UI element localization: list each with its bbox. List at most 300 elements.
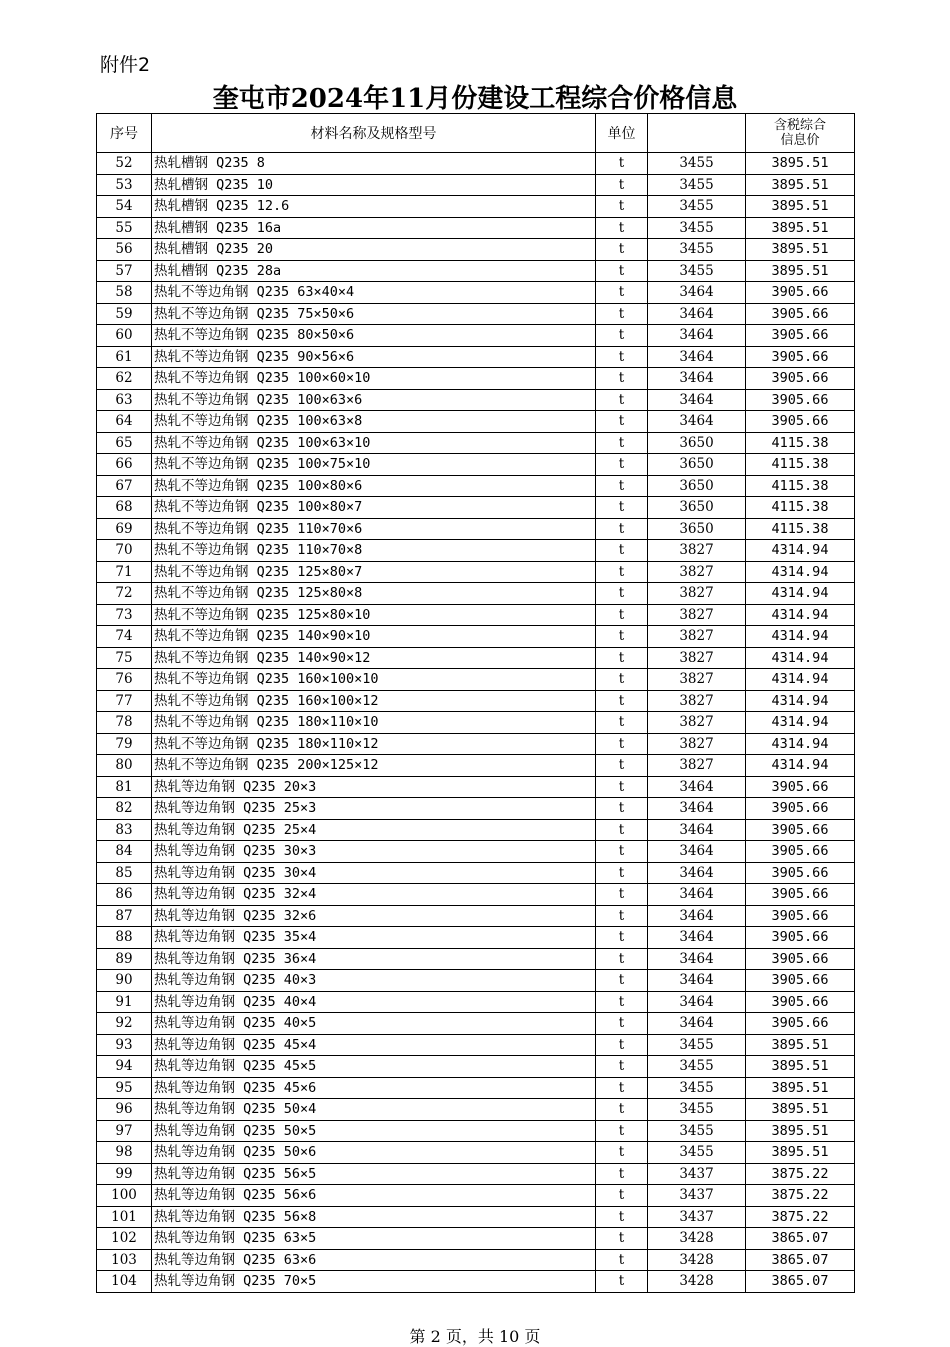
cell-tax-price: 3865.07: [746, 1228, 855, 1250]
cell-unit: t: [596, 1185, 648, 1207]
table-row: [97, 1142, 855, 1164]
cell-no: 64: [97, 411, 152, 433]
cell-base-price: 3437: [648, 1206, 746, 1228]
cell-material-name: 热轧等边角钢 Q235 36×4: [152, 948, 596, 970]
cell-base-price: 3827: [648, 626, 746, 648]
table-header-row: [97, 114, 855, 153]
cell-no: 93: [97, 1034, 152, 1056]
cell-no: 66: [97, 454, 152, 476]
table-row: [97, 948, 855, 970]
cell-base-price: 3464: [648, 411, 746, 433]
cell-unit: t: [596, 862, 648, 884]
cell-base-price: 3464: [648, 991, 746, 1013]
cell-tax-price: 3905.66: [746, 948, 855, 970]
cell-no: 86: [97, 884, 152, 906]
cell-unit: t: [596, 303, 648, 325]
cell-material-name: 热轧不等边角钢 Q235 100×63×10: [152, 432, 596, 454]
cell-material-name: 热轧槽钢 Q235 28a: [152, 260, 596, 282]
cell-unit: t: [596, 927, 648, 949]
cell-base-price: 3464: [648, 927, 746, 949]
cell-no: 99: [97, 1163, 152, 1185]
cell-unit: t: [596, 540, 648, 562]
cell-no: 89: [97, 948, 152, 970]
table-row: [97, 776, 855, 798]
table-row: [97, 841, 855, 863]
cell-base-price: 3455: [648, 217, 746, 239]
cell-tax-price: 3905.66: [746, 798, 855, 820]
cell-base-price: 3464: [648, 389, 746, 411]
cell-tax-price: 3905.66: [746, 970, 855, 992]
cell-material-name: 热轧不等边角钢 Q235 100×63×6: [152, 389, 596, 411]
cell-no: 83: [97, 819, 152, 841]
cell-unit: t: [596, 475, 648, 497]
cell-material-name: 热轧不等边角钢 Q235 100×60×10: [152, 368, 596, 390]
cell-material-name: 热轧不等边角钢 Q235 100×80×7: [152, 497, 596, 519]
cell-base-price: 3650: [648, 454, 746, 476]
cell-unit: t: [596, 1206, 648, 1228]
cell-tax-price: 4115.38: [746, 497, 855, 519]
table-row: [97, 905, 855, 927]
cell-material-name: 热轧不等边角钢 Q235 160×100×10: [152, 669, 596, 691]
cell-unit: t: [596, 669, 648, 691]
cell-tax-price: 3905.66: [746, 905, 855, 927]
cell-tax-price: 3905.66: [746, 1013, 855, 1035]
cell-unit: t: [596, 1077, 648, 1099]
cell-base-price: 3464: [648, 905, 746, 927]
cell-tax-price: 3875.22: [746, 1185, 855, 1207]
cell-material-name: 热轧不等边角钢 Q235 100×80×6: [152, 475, 596, 497]
cell-no: 94: [97, 1056, 152, 1078]
cell-no: 96: [97, 1099, 152, 1121]
cell-no: 85: [97, 862, 152, 884]
cell-unit: t: [596, 411, 648, 433]
cell-material-name: 热轧不等边角钢 Q235 180×110×12: [152, 733, 596, 755]
cell-no: 92: [97, 1013, 152, 1035]
cell-material-name: 热轧等边角钢 Q235 30×4: [152, 862, 596, 884]
cell-no: 81: [97, 776, 152, 798]
cell-unit: t: [596, 1228, 648, 1250]
cell-material-name: 热轧不等边角钢 Q235 110×70×6: [152, 518, 596, 540]
cell-material-name: 热轧等边角钢 Q235 40×3: [152, 970, 596, 992]
cell-material-name: 热轧不等边角钢 Q235 80×50×6: [152, 325, 596, 347]
cell-material-name: 热轧等边角钢 Q235 56×6: [152, 1185, 596, 1207]
cell-no: 58: [97, 282, 152, 304]
cell-material-name: 热轧等边角钢 Q235 40×4: [152, 991, 596, 1013]
table-row: [97, 1120, 855, 1142]
cell-no: 54: [97, 196, 152, 218]
cell-no: 55: [97, 217, 152, 239]
cell-material-name: 热轧槽钢 Q235 12.6: [152, 196, 596, 218]
cell-material-name: 热轧等边角钢 Q235 45×6: [152, 1077, 596, 1099]
cell-tax-price: 3895.51: [746, 239, 855, 261]
cell-no: 77: [97, 690, 152, 712]
table-row: [97, 217, 855, 239]
cell-material-name: 热轧不等边角钢 Q235 100×63×8: [152, 411, 596, 433]
cell-unit: t: [596, 518, 648, 540]
cell-material-name: 热轧等边角钢 Q235 35×4: [152, 927, 596, 949]
cell-base-price: 3464: [648, 325, 746, 347]
cell-no: 52: [97, 153, 152, 175]
cell-unit: t: [596, 1099, 648, 1121]
cell-base-price: 3464: [648, 884, 746, 906]
cell-material-name: 热轧不等边角钢 Q235 100×75×10: [152, 454, 596, 476]
table-row: [97, 1185, 855, 1207]
header-base: [648, 114, 746, 153]
table-row: [97, 368, 855, 390]
cell-base-price: 3650: [648, 497, 746, 519]
cell-tax-price: 4115.38: [746, 432, 855, 454]
cell-unit: t: [596, 1249, 648, 1271]
cell-base-price: 3827: [648, 583, 746, 605]
cell-tax-price: 4115.38: [746, 454, 855, 476]
cell-unit: t: [596, 884, 648, 906]
cell-base-price: 3827: [648, 712, 746, 734]
table-row: [97, 561, 855, 583]
cell-base-price: 3827: [648, 733, 746, 755]
cell-tax-price: 4115.38: [746, 475, 855, 497]
cell-no: 75: [97, 647, 152, 669]
cell-base-price: 3455: [648, 1142, 746, 1164]
cell-base-price: 3464: [648, 948, 746, 970]
cell-unit: t: [596, 1271, 648, 1293]
cell-unit: t: [596, 497, 648, 519]
cell-tax-price: 3905.66: [746, 776, 855, 798]
cell-unit: t: [596, 1163, 648, 1185]
cell-tax-price: 3895.51: [746, 1077, 855, 1099]
cell-unit: t: [596, 583, 648, 605]
cell-unit: t: [596, 690, 648, 712]
cell-no: 70: [97, 540, 152, 562]
cell-material-name: 热轧等边角钢 Q235 45×4: [152, 1034, 596, 1056]
cell-tax-price: 4314.94: [746, 647, 855, 669]
cell-no: 88: [97, 927, 152, 949]
cell-tax-price: 3905.66: [746, 411, 855, 433]
cell-no: 76: [97, 669, 152, 691]
cell-unit: t: [596, 604, 648, 626]
cell-base-price: 3827: [648, 755, 746, 777]
cell-unit: t: [596, 948, 648, 970]
cell-no: 71: [97, 561, 152, 583]
cell-no: 59: [97, 303, 152, 325]
cell-no: 98: [97, 1142, 152, 1164]
table-row: [97, 991, 855, 1013]
cell-material-name: 热轧等边角钢 Q235 30×3: [152, 841, 596, 863]
header-name: 材料名称及规格型号: [152, 114, 596, 153]
cell-unit: t: [596, 1142, 648, 1164]
table-row: [97, 970, 855, 992]
table-row: [97, 1034, 855, 1056]
cell-no: 61: [97, 346, 152, 368]
cell-unit: t: [596, 819, 648, 841]
header-price: [746, 114, 855, 153]
cell-base-price: 3650: [648, 475, 746, 497]
table-row: [97, 518, 855, 540]
cell-tax-price: 3875.22: [746, 1206, 855, 1228]
cell-tax-price: 3905.66: [746, 862, 855, 884]
cell-base-price: 3827: [648, 647, 746, 669]
cell-tax-price: 3905.66: [746, 884, 855, 906]
table-row: [97, 432, 855, 454]
cell-no: 73: [97, 604, 152, 626]
cell-unit: t: [596, 196, 648, 218]
cell-material-name: 热轧槽钢 Q235 16a: [152, 217, 596, 239]
table-row: [97, 927, 855, 949]
cell-base-price: 3464: [648, 368, 746, 390]
cell-base-price: 3455: [648, 1034, 746, 1056]
table-row: [97, 389, 855, 411]
table-row: [97, 1228, 855, 1250]
cell-tax-price: 3895.51: [746, 1034, 855, 1056]
cell-no: 103: [97, 1249, 152, 1271]
table-row: [97, 1013, 855, 1035]
cell-base-price: 3464: [648, 776, 746, 798]
table-row: [97, 454, 855, 476]
table-row: [97, 303, 855, 325]
table-row: [97, 798, 855, 820]
cell-material-name: 热轧不等边角钢 Q235 125×80×7: [152, 561, 596, 583]
header-price-line1: 含税综合: [773, 118, 826, 133]
header-unit: 单位: [596, 114, 648, 153]
cell-no: 87: [97, 905, 152, 927]
table-row: [97, 1077, 855, 1099]
cell-tax-price: 3895.51: [746, 1099, 855, 1121]
cell-unit: t: [596, 798, 648, 820]
table-row: [97, 819, 855, 841]
table-row: [97, 862, 855, 884]
cell-material-name: 热轧等边角钢 Q235 45×5: [152, 1056, 596, 1078]
cell-no: 53: [97, 174, 152, 196]
cell-unit: t: [596, 970, 648, 992]
table-row: [97, 755, 855, 777]
cell-unit: t: [596, 260, 648, 282]
cell-material-name: 热轧不等边角钢 Q235 63×40×4: [152, 282, 596, 304]
cell-base-price: 3455: [648, 196, 746, 218]
cell-tax-price: 4115.38: [746, 518, 855, 540]
cell-no: 97: [97, 1120, 152, 1142]
cell-no: 90: [97, 970, 152, 992]
cell-unit: t: [596, 561, 648, 583]
table-row: [97, 239, 855, 261]
cell-unit: t: [596, 841, 648, 863]
table-row: [97, 497, 855, 519]
cell-no: 57: [97, 260, 152, 282]
cell-no: 101: [97, 1206, 152, 1228]
cell-tax-price: 4314.94: [746, 712, 855, 734]
cell-base-price: 3650: [648, 518, 746, 540]
cell-no: 80: [97, 755, 152, 777]
table-row: [97, 669, 855, 691]
table-row: [97, 604, 855, 626]
cell-unit: t: [596, 432, 648, 454]
cell-unit: t: [596, 368, 648, 390]
cell-unit: t: [596, 174, 648, 196]
cell-tax-price: 4314.94: [746, 755, 855, 777]
cell-material-name: 热轧等边角钢 Q235 63×6: [152, 1249, 596, 1271]
cell-material-name: 热轧等边角钢 Q235 50×6: [152, 1142, 596, 1164]
cell-base-price: 3464: [648, 841, 746, 863]
cell-base-price: 3455: [648, 1077, 746, 1099]
cell-no: 67: [97, 475, 152, 497]
cell-unit: t: [596, 712, 648, 734]
price-table: [96, 113, 855, 1293]
table-row: [97, 174, 855, 196]
cell-base-price: 3455: [648, 1120, 746, 1142]
cell-tax-price: 3895.51: [746, 1056, 855, 1078]
cell-material-name: 热轧等边角钢 Q235 50×5: [152, 1120, 596, 1142]
cell-tax-price: 3895.51: [746, 153, 855, 175]
cell-no: 72: [97, 583, 152, 605]
cell-tax-price: 3895.51: [746, 260, 855, 282]
cell-unit: t: [596, 346, 648, 368]
cell-no: 56: [97, 239, 152, 261]
cell-no: 91: [97, 991, 152, 1013]
cell-unit: t: [596, 239, 648, 261]
cell-no: 100: [97, 1185, 152, 1207]
cell-base-price: 3428: [648, 1271, 746, 1293]
cell-unit: t: [596, 776, 648, 798]
cell-material-name: 热轧等边角钢 Q235 56×8: [152, 1206, 596, 1228]
cell-base-price: 3464: [648, 282, 746, 304]
cell-unit: t: [596, 626, 648, 648]
cell-no: 65: [97, 432, 152, 454]
table-row: [97, 583, 855, 605]
cell-tax-price: 4314.94: [746, 604, 855, 626]
table-row: [97, 346, 855, 368]
cell-no: 69: [97, 518, 152, 540]
cell-base-price: 3827: [648, 540, 746, 562]
table-row: [97, 712, 855, 734]
cell-unit: t: [596, 1013, 648, 1035]
cell-no: 82: [97, 798, 152, 820]
cell-base-price: 3437: [648, 1185, 746, 1207]
cell-unit: t: [596, 991, 648, 1013]
cell-unit: t: [596, 1034, 648, 1056]
cell-tax-price: 3905.66: [746, 389, 855, 411]
cell-tax-price: 3895.51: [746, 174, 855, 196]
cell-tax-price: 3905.66: [746, 819, 855, 841]
table-row: [97, 884, 855, 906]
cell-tax-price: 3905.66: [746, 303, 855, 325]
cell-material-name: 热轧等边角钢 Q235 32×6: [152, 905, 596, 927]
cell-base-price: 3455: [648, 260, 746, 282]
cell-unit: t: [596, 733, 648, 755]
cell-unit: t: [596, 217, 648, 239]
cell-tax-price: 3905.66: [746, 368, 855, 390]
cell-base-price: 3827: [648, 669, 746, 691]
cell-no: 95: [97, 1077, 152, 1099]
cell-base-price: 3464: [648, 303, 746, 325]
cell-base-price: 3827: [648, 690, 746, 712]
cell-base-price: 3464: [648, 346, 746, 368]
table-row: [97, 626, 855, 648]
cell-tax-price: 3895.51: [746, 196, 855, 218]
table-row: [97, 1056, 855, 1078]
page-title: 奎屯市2024年11月份建设工程综合价格信息: [212, 84, 738, 114]
cell-base-price: 3464: [648, 798, 746, 820]
table-row: [97, 325, 855, 347]
cell-base-price: 3455: [648, 174, 746, 196]
cell-material-name: 热轧不等边角钢 Q235 110×70×8: [152, 540, 596, 562]
page-footer: 第 2 页，共 10 页: [409, 1327, 541, 1346]
cell-unit: t: [596, 905, 648, 927]
cell-tax-price: 4314.94: [746, 690, 855, 712]
table-row: [97, 733, 855, 755]
header-price-line2: 信息价: [780, 133, 820, 148]
cell-unit: t: [596, 153, 648, 175]
table-row: [97, 1206, 855, 1228]
cell-material-name: 热轧等边角钢 Q235 56×5: [152, 1163, 596, 1185]
cell-base-price: 3455: [648, 1056, 746, 1078]
cell-no: 79: [97, 733, 152, 755]
cell-unit: t: [596, 755, 648, 777]
cell-tax-price: 4314.94: [746, 540, 855, 562]
cell-material-name: 热轧等边角钢 Q235 32×4: [152, 884, 596, 906]
cell-base-price: 3827: [648, 561, 746, 583]
cell-tax-price: 4314.94: [746, 669, 855, 691]
cell-material-name: 热轧等边角钢 Q235 25×3: [152, 798, 596, 820]
cell-tax-price: 3905.66: [746, 927, 855, 949]
table-row: [97, 475, 855, 497]
cell-tax-price: 3875.22: [746, 1163, 855, 1185]
cell-material-name: 热轧不等边角钢 Q235 75×50×6: [152, 303, 596, 325]
cell-no: 60: [97, 325, 152, 347]
cell-unit: t: [596, 1056, 648, 1078]
cell-base-price: 3437: [648, 1163, 746, 1185]
attachment-label: 附件2: [100, 54, 151, 76]
cell-base-price: 3455: [648, 153, 746, 175]
table-row: [97, 196, 855, 218]
cell-tax-price: 3905.66: [746, 346, 855, 368]
cell-base-price: 3650: [648, 432, 746, 454]
cell-no: 74: [97, 626, 152, 648]
cell-unit: t: [596, 282, 648, 304]
cell-base-price: 3464: [648, 819, 746, 841]
table-row: [97, 260, 855, 282]
cell-tax-price: 3865.07: [746, 1271, 855, 1293]
cell-base-price: 3428: [648, 1249, 746, 1271]
cell-base-price: 3827: [648, 604, 746, 626]
table-row: [97, 282, 855, 304]
cell-tax-price: 4314.94: [746, 626, 855, 648]
cell-tax-price: 3905.66: [746, 325, 855, 347]
table-row: [97, 690, 855, 712]
cell-base-price: 3464: [648, 862, 746, 884]
cell-material-name: 热轧槽钢 Q235 10: [152, 174, 596, 196]
header-no: 序号: [97, 114, 152, 153]
cell-no: 78: [97, 712, 152, 734]
cell-tax-price: 3895.51: [746, 1142, 855, 1164]
cell-no: 102: [97, 1228, 152, 1250]
table-row: [97, 1099, 855, 1121]
cell-material-name: 热轧不等边角钢 Q235 200×125×12: [152, 755, 596, 777]
cell-material-name: 热轧不等边角钢 Q235 140×90×12: [152, 647, 596, 669]
cell-tax-price: 4314.94: [746, 583, 855, 605]
cell-tax-price: 3905.66: [746, 841, 855, 863]
table-row: [97, 1271, 855, 1293]
cell-unit: t: [596, 647, 648, 669]
cell-tax-price: 3865.07: [746, 1249, 855, 1271]
cell-no: 62: [97, 368, 152, 390]
cell-material-name: 热轧不等边角钢 Q235 90×56×6: [152, 346, 596, 368]
cell-material-name: 热轧等边角钢 Q235 50×4: [152, 1099, 596, 1121]
cell-base-price: 3428: [648, 1228, 746, 1250]
cell-tax-price: 4314.94: [746, 561, 855, 583]
table-row: [97, 540, 855, 562]
cell-tax-price: 3895.51: [746, 1120, 855, 1142]
cell-base-price: 3464: [648, 970, 746, 992]
cell-material-name: 热轧不等边角钢 Q235 160×100×12: [152, 690, 596, 712]
cell-no: 68: [97, 497, 152, 519]
